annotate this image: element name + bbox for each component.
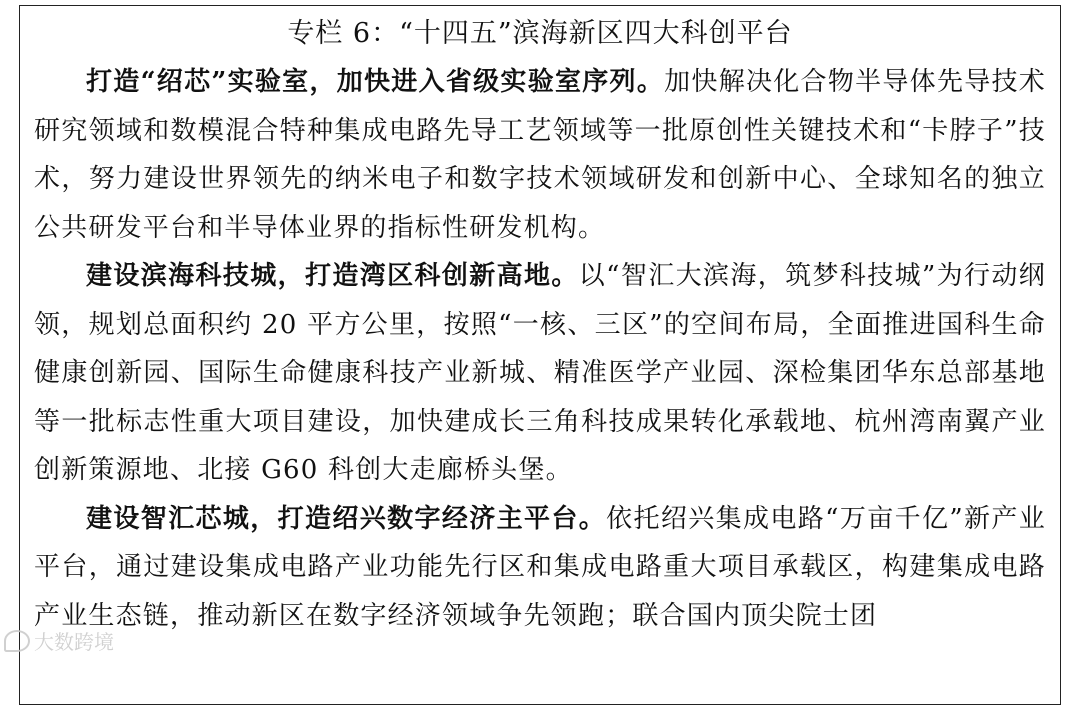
- column-box: [19, 5, 1061, 705]
- watermark-text: 大数跨境: [34, 630, 114, 654]
- column-title: 专栏 6：“十四五”滨海新区四大科创平台: [287, 18, 793, 49]
- section-3-heading: 建设智汇芯城，打造绍兴数字经济主平台。: [86, 503, 607, 534]
- section-2-body: 以“智汇大滨海，筑梦科技城”为行动纲领，规划总面积约 20 平方公里，按照“一核、三区”的空间布局，全面推进国科生命健康创新园、国际生命健康科技产业新城、精准医学产业园、深检集团华东总部基地等一批标志性重大项目建设，加快建成长三角科技成果转化承载地、杭州湾南翼产业创新策源地、北接 G60 科创大走廊桥头堡。: [34, 261, 1046, 485]
- section-1-heading: 打造“绍芯”实验室，加快进入省级实验室序列。: [86, 67, 665, 97]
- section-3: [34, 495, 1046, 641]
- section-2: [34, 252, 1046, 495]
- section-1: [34, 58, 1046, 252]
- watermark: [4, 626, 114, 655]
- section-1-body: 加快解决化合物半导体先导技术研究领域和数模混合特种集成电路先导工艺领域等一批原创性关键技术和“卡脖子”技术，努力建设世界领先的纳米电子和数字技术领域研发和创新中心、全球知名的独立公共研发平台和半导体业界的指标性研发机构。: [34, 67, 1046, 243]
- chat-bubble-icon: [4, 630, 30, 652]
- section-3-body: 依托绍兴集成电路“万亩千亿”新产业平台，通过建设集成电路产业功能先行区和集成电路重大项目承载区，构建集成电路产业生态链，推动新区在数字经济领域争先领跑；联合国内顶尖院士团: [34, 503, 1046, 631]
- section-2-heading: 建设滨海科技城，打造湾区科创新高地。: [86, 261, 579, 291]
